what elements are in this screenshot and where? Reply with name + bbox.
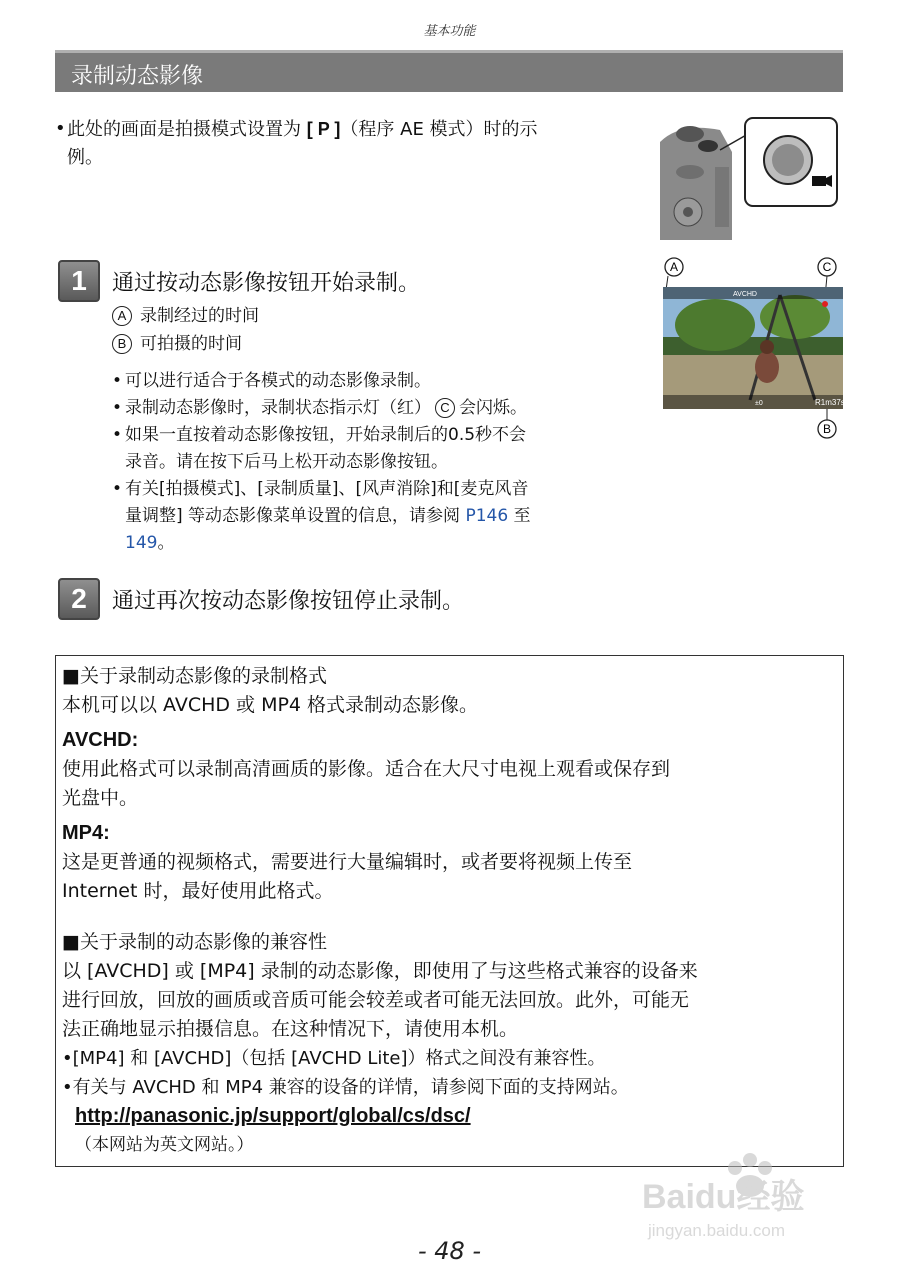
section-format-text: 本机可以以 AVCHD 或 MP4 格式录制动态影像。 [62,694,479,716]
note-item: • 录制动态影像时，录制状态指示灯（红） C 会闪烁。 [112,395,652,422]
step-1-notes [112,368,652,557]
svg-text:R1m37s: R1m37s [815,398,845,407]
svg-text:AVCHD: AVCHD [733,291,757,298]
callout-a: A 录制经过的时间 [112,302,259,330]
step-1-badge: 1 [58,260,100,302]
avchd-text: 使用此格式可以录制高清画质的影像。适合在大尺寸电视上观看或保存到 [62,758,671,780]
svg-text:jingyan.baidu.com: jingyan.baidu.com [648,1221,786,1240]
svg-text:Baidu经验: Baidu经验 [642,1178,805,1216]
url-note: （本网站为英文网站。） [75,1135,254,1155]
page-title-bar [55,50,843,92]
step-2-title: 通过再次按动态影像按钮停止录制。 [112,589,465,614]
mp4-text: 这是更普通的视频格式，需要进行大量编辑时，或者要将视频上传至 [62,851,633,873]
movie-icon [812,176,826,186]
note-item: • 有关[拍摄模式]、[录制质量]、[风声消除]和[麦克风音 量调整] 等动态影像菜单设置的信息，请参阅 P146 至 149。 [112,476,652,557]
compat-bullet: •[MP4] 和 [AVCHD]（包括 [AVCHD Lite]）格式之间没有兼容性。 [62,1048,606,1069]
svg-text:±0: ±0 [755,400,763,407]
support-bullet: •有关与 AVCHD 和 MP4 兼容的设备的详情，请参阅下面的支持网站。 [62,1077,629,1098]
baidu-watermark-logo [640,1150,850,1245]
svg-text:A: A [669,260,679,274]
mp4-heading: MP4: [62,822,110,844]
rec-indicator [822,301,828,307]
page-link-p146[interactable]: P146 [465,506,509,526]
camera-top-illustration [660,112,840,240]
section-compat-text: 以 [AVCHD] 或 [MP4] 录制的动态影像，即使用了与这些格式兼容的设备来 [62,960,698,982]
avchd-heading: AVCHD: [62,729,139,751]
recording-format-infobox: ■关于录制动态影像的录制格式 本机可以以 AVCHD 或 MP4 格式录制动态影像。 AVCHD: 使用此格式可以录制高清画质的影像。适合在大尺寸电视上观看或保存到 光盘中。 MP4: 这是更普通的视频格式，需要进行大量编辑时，或者要将视频上传至 Internet 时，最好使用此格式。 ■关于录制的动态影像的兼容性 以 [AVCHD] 或 [MP4] 录制的动态影像，即使用了与这些格式兼容的设备来 进行回放，回放的画质或音质可能会较差或者可能无法回放。此外，可能无 法正确地显示拍摄信息。在这种情况下，请使用本机。 •[MP4] 和 [AVCHD]（包括 [AVCHD Lite]）格式之间没有兼容性。 •有关与 AVCHD 和 MP4 兼容的设备的详情，请参阅下面的支持网站。 http://panasonic.jp/support/global/cs/dsc/ （本网站为英文网站。） [55,655,844,1167]
step-1-callouts [112,302,259,358]
note-item: • 可以进行适合于各模式的动态影像录制。 [112,368,652,395]
section-compat-title: ■关于录制的动态影像的兼容性 [62,931,327,953]
note-item: • 如果一直按着动态影像按钮，开始录制后的0.5秒不会 录音。请在按下后马上松开动态影像按钮。 [112,422,652,476]
step-2-badge: 2 [58,578,100,620]
page-link-149[interactable]: 149 [125,533,158,553]
support-url-link[interactable]: http://panasonic.jp/support/global/cs/dsc/ [75,1105,471,1127]
callout-b: B 可拍摄的时间 [112,330,259,358]
section-format-title: ■关于录制动态影像的录制格式 [62,665,327,687]
svg-text:B: B [822,422,832,436]
intro-note: • 此处的画面是拍摄模式设置为 [ P ]（程序 AE 模式）时的示 例。 [55,118,538,168]
mode-label: [ P ] [306,119,341,139]
page-title: 录制动态影像 [71,64,204,89]
lcd-screen-illustration [655,255,850,445]
page-number: - 48 - [417,1237,482,1265]
svg-text:C: C [822,260,832,274]
step-1-title: 通过按动态影像按钮开始录制。 [112,271,421,296]
section-header: 基本功能 [423,24,476,39]
intro-text: 此处的画面是拍摄模式设置为 [67,119,307,140]
